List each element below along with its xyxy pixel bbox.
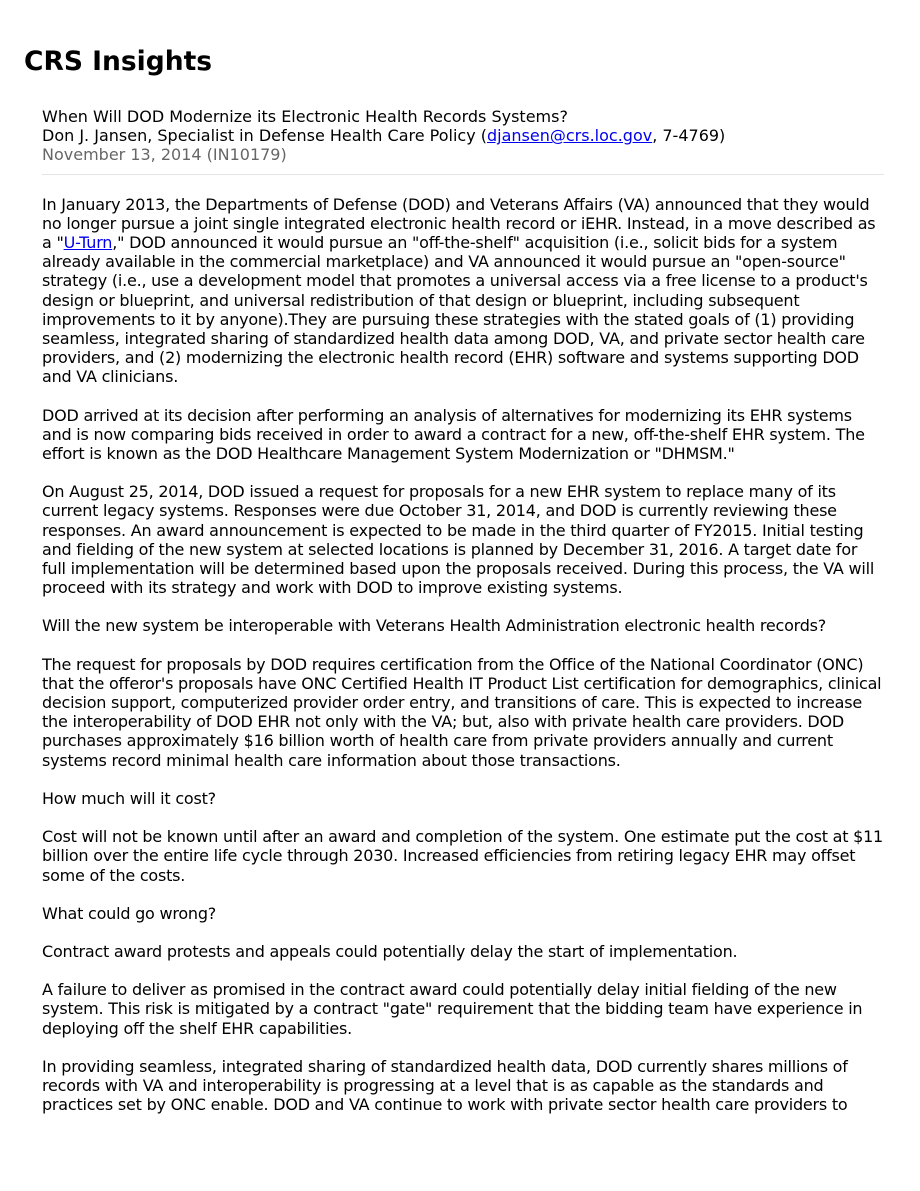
question-risks: What could go wrong?: [42, 903, 217, 923]
question-cost: How much will it cost?: [42, 788, 216, 808]
brand-title: CRS Insights: [24, 46, 213, 77]
author-line: [42, 126, 884, 145]
paragraph-5: Cost will not be known until after an award and completion of the system. One estimate put the cost at $11 billion over the entire life cycle through 2030. Increased efficiencies from retiring legacy EHR may offset some of the costs.: [42, 827, 884, 885]
article-body: [42, 195, 884, 1115]
article: [42, 107, 884, 1133]
paragraph-4: The request for proposals by DOD requires certification from the Office of the National Coordinator (ONC) that the offeror's proposals have ONC Certified Health IT Product List certification for demographics, clinical decision support, computerized provider order entry, and transitions of care. This is expected to increase the interoperability of DOD EHR not only with the VA; but, also with private health care providers. DOD purchases approximately $16 billion worth of health care from private providers annually and current systems record minimal health care information about those transactions.: [42, 654, 882, 770]
paragraph-1: [42, 195, 884, 387]
publication-date: November 13, 2014 (IN10179): [42, 145, 287, 165]
paragraph-8: In providing seamless, integrated sharing of standardized health data, DOD currently shares millions of records with VA and interoperability is progressing at a level that is as capable as the standards and practices set by ONC enable. DOD and VA continue to work with private sector health care providers to: [42, 1056, 848, 1115]
question-interoperability: Will the new system be interoperable with Veterans Health Administration electronic health records?: [42, 616, 827, 636]
article-title: When Will DOD Modernize its Electronic Health Records Systems?: [42, 107, 568, 126]
u-turn-link[interactable]: U-Turn: [63, 233, 113, 253]
paragraph-1-text-end: ," DOD announced it would pursue an "off-the-shelf" acquisition (i.e., solicit bids for a system already available in the commercial marketplace) and VA announced it would pursue an "open-source" strategy (i.e., use a development model that promotes a universal access via a free license to a product's design or blueprint, and universal redistribution of that design or blueprint, including subsequent improvements to it by anyone).They are pursuing these strategies with the stated goals of (1) providing seamless, integrated sharing of standardized health data among DOD, VA, and private sector health care providers, and (2) modernizing the electronic health record (EHR) software and systems supporting DOD and VA clinicians.: [42, 233, 868, 387]
paragraph-2: DOD arrived at its decision after performing an analysis of alternatives for modernizing its EHR systems and is now comparing bids received in order to award a contract for a new, off-the-shelf EHR system. The effort is known as the DOD Healthcare Management System Modernization or "DHMSM.": [42, 405, 865, 464]
paragraph-6: Contract award protests and appeals could potentially delay the start of implementation.: [42, 941, 738, 961]
header-divider: [42, 174, 884, 175]
author-name: Don J. Jansen, Specialist in Defense Health Care Policy (: [42, 126, 487, 146]
author-email-link[interactable]: djansen@crs.loc.gov: [487, 126, 653, 146]
paragraph-1-text-start: In January 2013, the Departments of Defense (DOD) and Veterans Affairs (VA) announced that they would no longer pursue a joint single integrated electronic health record or iEHR. Instead, in a move described as a ": [42, 194, 876, 253]
paragraph-3: On August 25, 2014, DOD issued a request for proposals for a new EHR system to replace many of its current legacy systems. Responses were due October 31, 2014, and DOD is currently reviewing these responses. An award announcement is expected to be made in the third quarter of FY2015. Initial testing and fielding of the new system at selected locations is planned by December 31, 2016. A target date for full implementation will be determined based upon the proposals received. During this process, the VA will proceed with its strategy and work with DOD to improve existing systems.: [42, 482, 875, 598]
author-phone: , 7-4769): [652, 126, 726, 146]
paragraph-7: A failure to deliver as promised in the contract award could potentially delay initial fielding of the new system. This risk is mitigated by a contract "gate" requirement that the bidding team have experience in deploying off the shelf EHR capabilities.: [42, 980, 863, 1038]
